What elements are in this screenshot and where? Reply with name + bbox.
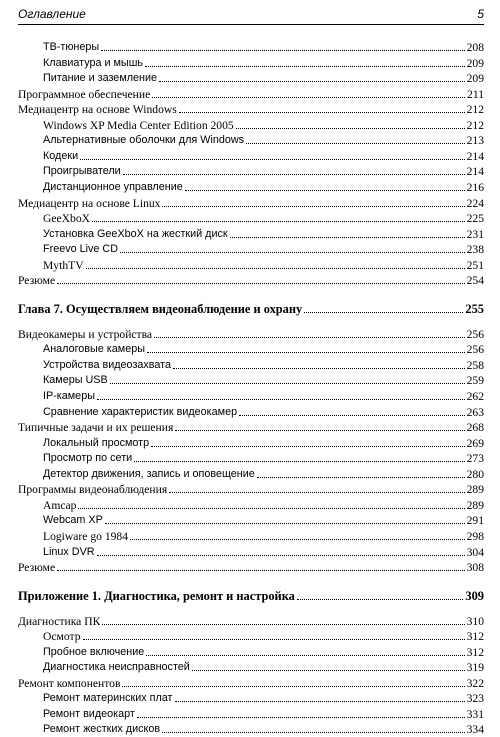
toc-dot-leader	[179, 112, 465, 113]
running-header-page-number: 5	[477, 7, 484, 21]
toc-entry-page: 256	[466, 327, 484, 341]
toc-subsection-entry	[18, 149, 484, 164]
toc-entry-page: 238	[466, 243, 484, 257]
toc-subsection-entry	[18, 180, 484, 195]
toc-dot-leader	[120, 252, 465, 253]
toc-dot-leader	[80, 159, 464, 160]
toc-entry-title: Webcam XP	[43, 514, 103, 527]
toc-dot-leader	[162, 206, 464, 207]
toc-subsection-entry	[18, 660, 484, 675]
toc-entry-page: 268	[466, 421, 484, 435]
toc-subsection-entry	[18, 342, 484, 357]
toc-entry-page: 331	[466, 707, 484, 721]
toc-section-entry	[18, 87, 484, 102]
toc-entry-title: Аналоговые камеры	[43, 343, 145, 356]
toc-subsection-entry	[18, 118, 484, 133]
running-header-title: Оглавление	[18, 7, 86, 21]
toc-entry-page: 212	[466, 118, 484, 132]
toc-entry-page: 291	[466, 514, 484, 528]
toc-entry-page: 310	[466, 614, 484, 628]
toc-section-entry	[18, 102, 484, 117]
toc-entry-title: Детектор движения, запись и оповещение	[43, 467, 255, 480]
toc-subsection-entry	[18, 707, 484, 722]
toc-dot-leader	[246, 143, 465, 144]
toc-dot-leader	[105, 523, 465, 524]
toc-entry-page: 312	[466, 645, 484, 659]
toc-subsection-entry	[18, 56, 484, 71]
toc-entry-page: 309	[465, 588, 484, 603]
toc-dot-leader	[147, 352, 465, 353]
toc-subsection-entry	[18, 242, 484, 257]
toc-dot-leader	[130, 539, 465, 540]
toc-dot-leader	[78, 508, 464, 509]
toc-subsection-entry	[18, 227, 484, 242]
toc-subsection-entry	[18, 405, 484, 420]
toc-entry-title: Диагностика неисправностей	[43, 661, 190, 674]
toc-entry-page: 224	[466, 196, 484, 210]
toc-entry-title: Просмотр по сети	[43, 452, 133, 465]
toc-entry-title: Диагностика ПК	[18, 614, 101, 628]
toc-entry-title: Типичные задачи и их решения	[18, 421, 174, 435]
toc-entry-title: Приложение 1. Диагностика, ремонт и настройка	[18, 588, 295, 603]
toc-entry-page: 255	[465, 301, 484, 316]
toc-entry-page: 263	[466, 405, 484, 419]
toc-entry-page: 231	[466, 227, 484, 241]
toc-entry-page: 213	[466, 134, 484, 148]
toc-dot-leader	[257, 477, 465, 478]
toc-entry-page: 254	[466, 274, 484, 288]
toc-entry-title: IP-камеры	[43, 390, 95, 402]
toc-entry-page: 289	[466, 483, 484, 497]
toc-entry-title: Установка GeeXboX на жесткий диск	[43, 227, 228, 240]
toc-entry-title: Устройства видеозахвата	[43, 358, 172, 371]
toc-entry-title: Программы видеонаблюдения	[18, 483, 168, 497]
toc-entry-page: 289	[466, 498, 484, 512]
toc-subsection-entry	[18, 467, 484, 482]
toc-entry-page: 212	[466, 103, 484, 117]
toc-entry-title: Ремонт видеокарт	[43, 707, 135, 720]
toc-subsection-entry	[18, 164, 484, 179]
toc-dot-leader	[134, 461, 464, 462]
toc-entry-title: Ремонт компонентов	[18, 676, 121, 690]
toc-entry-title: Резюме	[18, 274, 56, 288]
toc-dot-leader	[146, 655, 464, 656]
toc-subsection-entry	[18, 133, 484, 148]
toc-dot-leader	[239, 415, 465, 416]
toc-entry-title: MythTV	[43, 258, 84, 272]
toc-entry-page: 216	[466, 180, 484, 194]
toc-dot-leader	[159, 81, 465, 82]
toc-entry-page: 319	[466, 661, 484, 675]
toc-subsection-entry	[18, 358, 484, 373]
toc-subsection-entry	[18, 629, 484, 644]
header-rule	[18, 24, 484, 25]
toc-subsection-entry	[18, 436, 484, 451]
toc-section-entry	[18, 482, 484, 497]
toc-dot-leader	[151, 446, 464, 447]
toc-entry-title: Медиацентр на основе Linux	[18, 196, 161, 210]
toc-entry-title: Дистанционное управление	[43, 180, 183, 193]
toc-subsection-entry	[18, 722, 484, 737]
toc-section-entry	[18, 560, 484, 575]
toc-entry-page: 211	[467, 87, 484, 101]
toc-entry-title: ТВ-тюнеры	[43, 41, 100, 53]
toc-dot-leader	[83, 639, 465, 640]
toc-dot-leader	[145, 66, 465, 67]
toc-dot-leader	[297, 599, 464, 600]
toc-chapter-entry	[18, 301, 484, 318]
toc-dot-leader	[57, 570, 464, 571]
toc-subsection-entry	[18, 40, 484, 55]
toc-section-entry	[18, 327, 484, 342]
toc-dot-leader	[175, 701, 465, 702]
toc-entry-title: Ремонт жестких дисков	[43, 723, 161, 736]
toc-entry-page: 269	[466, 436, 484, 450]
toc-entry-title: Альтернативные оболочки для Windows	[43, 134, 245, 147]
toc-entry-page: 312	[466, 630, 484, 644]
toc-entry-page: 280	[466, 467, 484, 481]
toc-entry-page: 259	[466, 374, 484, 388]
toc-dot-leader	[92, 221, 465, 222]
toc-entry-page: 262	[466, 390, 484, 403]
toc-dot-leader	[122, 686, 464, 687]
toc-section-entry	[18, 420, 484, 435]
toc-dot-leader	[304, 312, 463, 313]
toc-entry-title: Локальный просмотр	[43, 436, 150, 449]
toc-dot-leader	[162, 732, 465, 733]
toc-entry-title: Программное обеспечение	[18, 87, 151, 101]
toc-dot-leader	[169, 492, 464, 493]
toc-entry-title: Ремонт материнских плат	[43, 692, 173, 705]
toc-dot-leader	[57, 283, 464, 284]
toc-entry-title: Windows XP Media Center Edition 2005	[43, 118, 234, 132]
toc-dot-leader	[230, 237, 465, 238]
toc-dot-leader	[236, 128, 465, 129]
toc-subsection-entry	[18, 71, 484, 86]
toc-entry-title: Видеокамеры и устройства	[18, 327, 153, 341]
toc-dot-leader	[102, 624, 464, 625]
toc-subsection-entry	[18, 691, 484, 706]
toc-section-entry	[18, 676, 484, 691]
toc-dot-leader	[137, 717, 465, 718]
toc-entry-page: 323	[466, 692, 484, 706]
toc-dot-leader	[110, 383, 465, 384]
toc-entry-title: GeeXboX	[43, 212, 91, 226]
toc-section-entry	[18, 614, 484, 629]
toc-entry-title: Amcap	[43, 498, 77, 512]
toc-entry-page: 208	[466, 41, 484, 54]
toc-entry-page: 225	[466, 212, 484, 226]
toc-chapter-entry	[18, 588, 484, 605]
toc-entry-title: Камеры USB	[43, 374, 108, 387]
toc-entry-page: 258	[466, 358, 484, 372]
running-header	[18, 6, 484, 23]
toc-subsection-entry	[18, 211, 484, 226]
toc-dot-leader	[154, 337, 465, 338]
toc-section-entry	[18, 273, 484, 288]
toc-entry-title: Сравнение характеристик видеокамер	[43, 405, 238, 418]
toc-dot-leader	[97, 399, 465, 400]
toc-subsection-entry	[18, 451, 484, 466]
toc-dot-leader	[123, 174, 465, 175]
toc-entry-title: Проигрыватели	[43, 165, 121, 178]
toc-entry-title: Резюме	[18, 561, 56, 575]
toc-dot-leader	[173, 368, 465, 369]
toc-entry-page: 256	[466, 343, 484, 357]
toc-subsection-entry	[18, 498, 484, 513]
toc-dot-leader	[97, 555, 465, 556]
toc-entry-title: Клавиатура и мышь	[43, 56, 143, 69]
toc-dot-leader	[175, 430, 464, 431]
toc-dot-leader	[152, 97, 465, 98]
toc-subsection-entry	[18, 258, 484, 273]
toc-subsection-entry	[18, 389, 484, 404]
toc-subsection-entry	[18, 513, 484, 528]
toc-entry-title: Глава 7. Осуществляем видеонаблюдение и охрану	[18, 301, 303, 316]
toc-entry-page: 209	[466, 72, 484, 86]
toc-entry-title: Питание и заземление	[43, 72, 158, 85]
toc-dot-leader	[101, 50, 464, 51]
toc-entry-title: Logiware go 1984	[43, 529, 129, 543]
toc-entry-page: 273	[466, 452, 484, 466]
toc-dot-leader	[185, 190, 465, 191]
toc-subsection-entry	[18, 373, 484, 388]
toc-entry-page: 298	[466, 529, 484, 543]
toc-entry-page: 209	[466, 56, 484, 70]
toc-entry-page: 214	[466, 165, 484, 179]
toc-entry-title: Linux DVR	[43, 545, 95, 558]
toc-entry-title: Осмотр	[43, 630, 81, 644]
toc-entry-page: 322	[466, 676, 484, 690]
toc-entry-page: 308	[466, 561, 484, 575]
toc-entry-title: Кодеки	[43, 149, 79, 162]
toc-entry-page: 304	[466, 545, 484, 559]
toc-section-entry	[18, 196, 484, 211]
toc-entry-page: 334	[466, 723, 484, 737]
toc-entry-title: Freevo Live CD	[43, 243, 119, 256]
toc-entry-page: 251	[466, 258, 484, 272]
toc-entry-title: Медиацентр на основе Windows	[18, 103, 177, 117]
toc-subsection-entry	[18, 529, 484, 544]
toc-entry-page: 214	[466, 149, 484, 163]
toc-dot-leader	[192, 670, 465, 671]
toc-subsection-entry	[18, 545, 484, 560]
toc-dot-leader	[86, 268, 465, 269]
toc-subsection-entry	[18, 645, 484, 660]
toc-entry-title: Пробное включение	[43, 645, 145, 658]
